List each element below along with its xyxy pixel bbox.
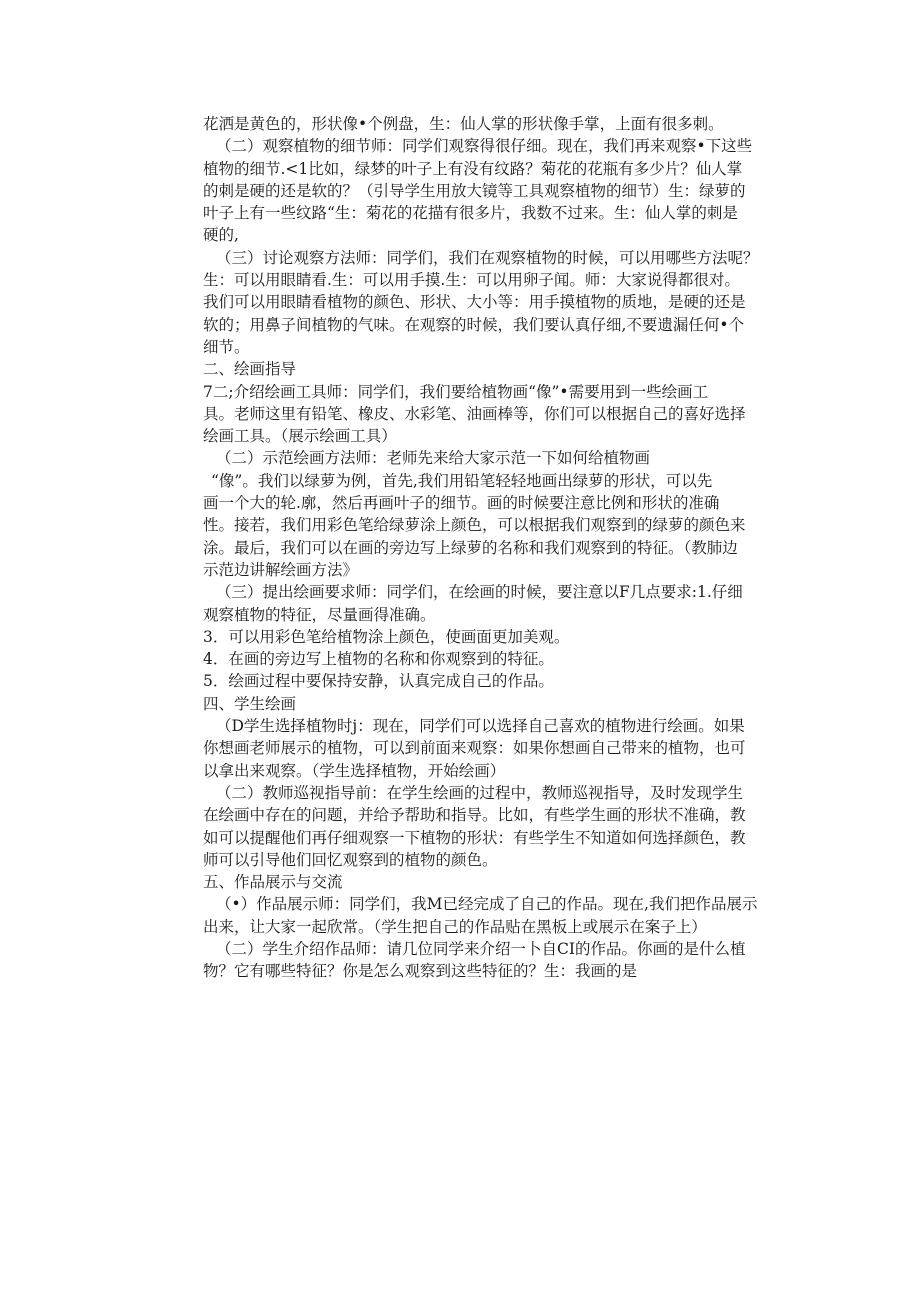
list-item: 5．绘画过程中要保持安静，认真完成自己的作品。 <box>203 672 554 691</box>
text-line: 植物的细节.<1比如，绿梦的叶子上有没有纹路？菊花的花瓶有多少片？仙人掌 <box>203 159 743 178</box>
text-line: 观察植物的特征，尽量画得准确。 <box>203 605 436 624</box>
text-line: 我们可以用眼睛看植物的颜色、形状、大小等：用手摸植物的质地，是硬的还是 <box>203 293 746 312</box>
text-line: 具。老师这里有铅笔、橡皮、水彩笔、油画棒等，你们可以根据自己的喜好选择 <box>203 404 746 423</box>
text-line: 师可以引导他们回忆观察到的植物的颜色。 <box>203 850 498 869</box>
text-line: 示范边讲解绘画方法》 <box>203 560 359 579</box>
text-line: 性。接若，我们用彩色笔给绿萝涂上颜色，可以根据我们观察到的绿萝的颜色来 <box>203 516 746 535</box>
text-line: （•）作品展示师：同学们，我M已经完成了自己的作品。现在,我们把作品展示 <box>216 895 758 914</box>
section-heading: 二、绘画指导 <box>203 360 297 379</box>
text-line: 的刺是硬的还是软的？（引导学生用放大镜等工具观察植物的细节）生：绿萝的 <box>203 181 746 200</box>
list-item: 4．在画的旁边写上植物的名称和你观察到的特征。 <box>203 650 554 669</box>
text-line: （三）提出绘画要求师：同学们，在绘画的时候，要注意以F几点要求:1.仔细 <box>216 583 743 602</box>
text-line: 画一个大的轮.廓，然后再画叶子的细节。画的时候要注意比例和形状的准确 <box>203 494 720 513</box>
text-line: 绘画工具。（展示绘画工具） <box>203 427 397 446</box>
text-line: “像”。我们以绿萝为例，首先,我们用铅笔轻轻地画出绿萝的形状，可以先 <box>211 471 713 490</box>
list-item: 3．可以用彩色笔给植物涂上颜色，使画面更加美观。 <box>203 627 570 646</box>
text-line: 出来，让大家一起欣常。（学生把自己的作品贴在黑板上或展示在案子上） <box>203 917 707 936</box>
text-line: 涂。最后，我们可以在画的旁边写上绿萝的名称和我们观察到的特征。（教肺边 <box>203 538 738 557</box>
text-line: （二）示范绘画方法师：老师先来给大家示范一下如何给植物画 <box>216 449 651 468</box>
text-line: （D学生选择植物时j：现在，同学们可以选择自己喜欢的植物进行绘画。如果 <box>216 717 745 736</box>
text-line: 硬的, <box>203 226 239 245</box>
text-line: 花洒是黄色的，形状像•个例盘，生：仙人掌的形状像手掌，上面有很多刺。 <box>203 115 724 133</box>
text-line: （二）学生介绍作品师：请几位同学来介绍一卜自CI的作品。你画的是什么植 <box>216 939 746 958</box>
text-line: 生：可以用眼睛看.生：可以用手摸.生：可以用卵子闻。师：大家说得都很对。 <box>203 271 740 290</box>
section-heading: 五、作品展示与交流 <box>203 873 343 892</box>
document-page <box>203 113 803 983</box>
text-line: （二）教师巡视指导前：在学生绘画的过程中，教师巡视指导，及时发现学生 <box>216 783 744 802</box>
text-line: 你想画老师展示的植物，可以到前面来观察：如果你想画自己带来的植物，也可 <box>203 739 746 758</box>
text-line: 叶子上有一些纹路“生：菊花的花描有很多片，我数不过来。生：仙人掌的刺是 <box>203 204 738 223</box>
text-line: 细节。 <box>203 337 250 356</box>
text-line: 如可以提醒他们再仔细观察一下植物的形状：有些学生不知道如何选择颜色，教 <box>203 828 746 847</box>
text-line: 物？它有哪些特征？你是怎么观察到这些特征的？生：我画的是 <box>203 962 638 981</box>
text-line: 软的；用鼻子间植物的气味。在观察的时候，我们要认真仔细,不要遗漏任何•个 <box>203 315 745 334</box>
text-line: 以拿出来观察。（学生选择植物，开始绘画） <box>203 761 506 780</box>
text-line: （三）讨论观察方法师：同学们，我们在观察植物的时候，可以用哪些方法呢？ <box>216 248 759 267</box>
section-heading: 四、学生绘画 <box>203 694 297 713</box>
text-line: （二）观察植物的细节师：同学们观察得很仔细。现在，我们再来观察•下这些 <box>216 137 753 156</box>
text-line: 在绘画中存在的问题，并给予帮助和指导。比如，有些学生画的形状不准确，教 <box>203 806 746 825</box>
text-line: 7二;介绍绘画工具师：同学们，我们要给植物画“像”•需要用到一些绘画工 <box>203 382 709 401</box>
